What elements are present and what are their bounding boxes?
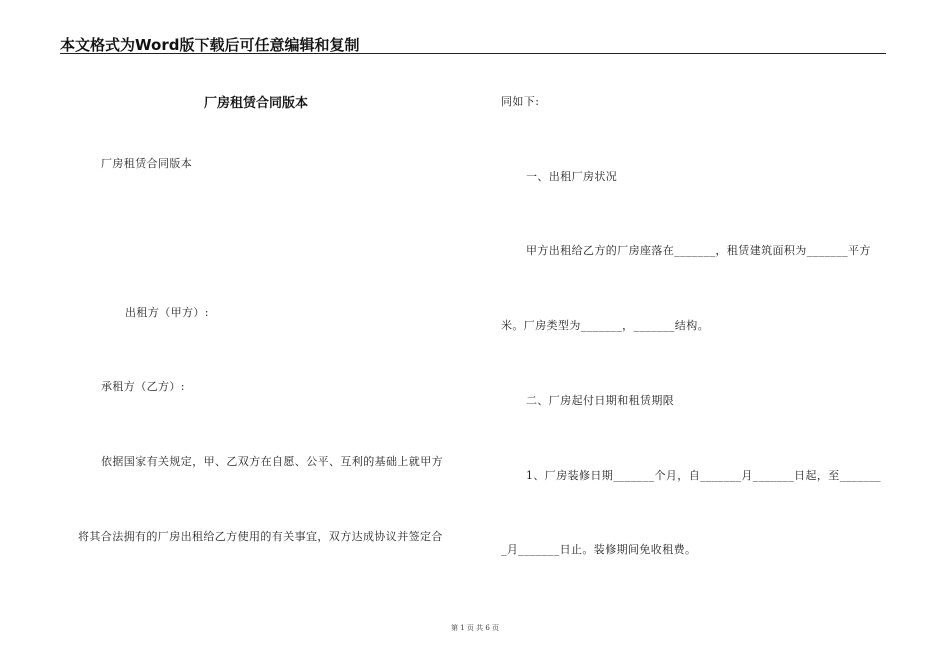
- paragraph-line: 甲方出租给乙方的厂房座落在_______，租赁建筑面积为_______平方: [526, 244, 871, 257]
- paragraph-line: 将其合法拥有的厂房出租给乙方使用的有关事宜，双方达成协议并签定合: [78, 530, 443, 543]
- section-heading: 一、出租厂房状况: [526, 170, 618, 183]
- paragraph-line: _月_______日止。装修期间免收租费。: [501, 543, 697, 556]
- paragraph-line: 依据国家有关规定，甲、乙双方在自愿、公平、互利的基础上就甲方: [101, 455, 443, 468]
- header-divider: [60, 53, 886, 54]
- lessor-line: 出租方（甲方）:: [125, 306, 209, 319]
- document-banner: 本文格式为Word版下载后可任意编辑和复制: [60, 36, 360, 54]
- paragraph-continuation: 同如下:: [501, 95, 540, 108]
- paragraph-line: 1、厂房装修日期_______个月，自_______月_______日起，至_______: [526, 469, 881, 482]
- page-number: 第 1 页 共 6 页: [450, 624, 500, 632]
- lessee-line: 承租方（乙方）:: [101, 380, 185, 393]
- section-heading: 二、厂房起付日期和租赁期限: [526, 394, 675, 407]
- contract-subtitle: 厂房租赁合同版本: [101, 157, 193, 170]
- paragraph-line: 米。厂房类型为_______，_______结构。: [501, 319, 709, 332]
- document-title: 厂房租赁合同版本: [204, 96, 309, 111]
